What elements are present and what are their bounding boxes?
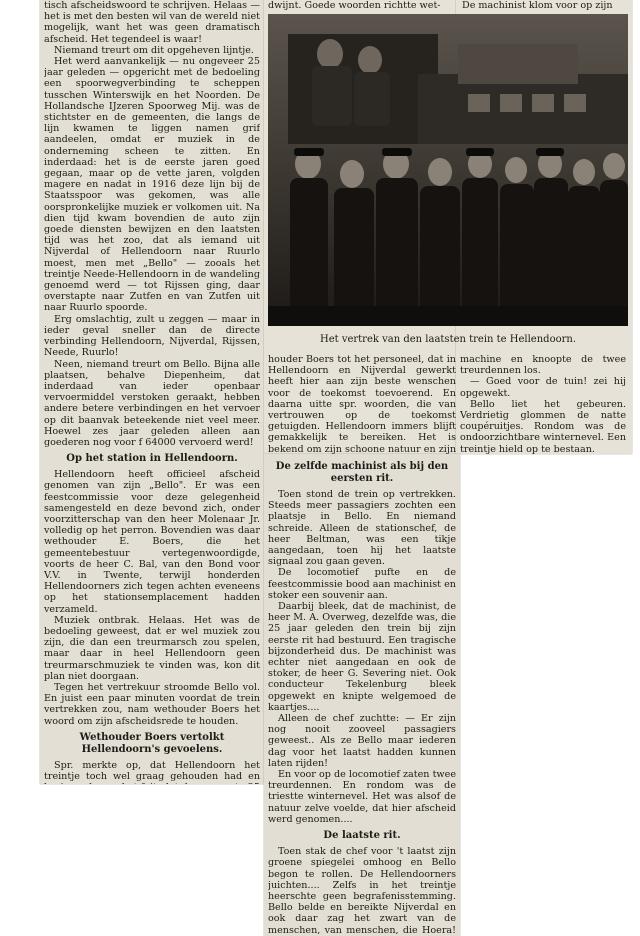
paragraph: houder Boers tot het personeel, dat in Hellendoorn en Nijverdal gewerkt heeft hier aan zijn beste wenschen voor de toekomst toevoerend. En daarna uitte spr. woorden, die van vertrouwen op de toekomst getuigden. Hellendoorn immers blijft gemakkelijk te bereiken. Het is bekend om zijn schoone natuur en zijn: [268, 354, 456, 454]
paragraph: Hellendoorn heeft officieel afscheid genomen van zijn „Bello". Er was een feestcommissie voor deze gelegenheid samengesteld en deze bevond zich, onder voorzitterschap van den heer Molenaar Jr. volledig op het perron. Bovendien was daar wethouder E. Boers, die het gemeentebestuur vertegenwoordigde, voorts de heer C. Bal, van den Bond voor V.V. in Twente, terwijl honderden Hellendoorners zich tegen achten eveneens op het stationsemplacement hadden verzameld.: [44, 469, 260, 615]
article-column-right: [460, 354, 626, 454]
photo-caption: Het vertrek van den laatsten trein te Hellendoorn.: [319, 334, 577, 345]
news-photo: [268, 14, 628, 326]
section-heading: Op het station in Hellendoorn.: [66, 453, 238, 465]
paragraph: — Goed voor de tuin! zei hij opgewekt.: [460, 376, 626, 399]
section-heading: De laatste rit.: [323, 830, 401, 842]
paragraph: Toen stak de chef voor 't laatst zijn groene spiegelei omhoog en Bello begon te rollen. De Hellendoorners juichten.... Zelfs in het treintje heerschte geen begrafenisstemming. Bello belde en bereikte Nijverdal en ook daar zag het zwart van de menschen, van menschen, die Hoera!: [268, 846, 456, 934]
column-right-top-line: [462, 0, 628, 12]
paragraph: Bello liet het gebeuren. Verdrietig glommen de natte coupéruitjes. Rondom was de ondoorzichtbare winternevel. Een treintje hield op te bestaan.: [460, 398, 626, 454]
paragraph: Daarbij bleek, dat de machinist, de heer M. A. Overweg, dezelfde was, die 25 jaar geleden den trein bij zijn eerste rit had bestuurd. Een tragische bijzonderheid dus. De machinist was echter niet aangedaan en ook de stoker, de heer G. Severing niet. Ook conducteur Tekelenburg bleek opgewekt en knipte welgemoed de kaartjes....: [268, 601, 456, 713]
paragraph: tisch afscheidswoord te schrijven. Helaas — het is met den besten wil van de wereld niet mogelijk, want het was geen dramatisch afscheid. Het tegendeel is waar!: [44, 0, 260, 45]
paragraph: Neen, niemand treurt om Bello. Bijna alle plaatsen, behalve Diepenheim, dat inderdaad van ieder openbaar vervoermiddel verstoken geraakt, hebben andere betere verbindingen en het vervoer op dit baanvak beteekende niet veel meer. Hoewel zes jaar geleden alleen aan goederen nog voor f 64000 vervoerd werd!: [44, 358, 260, 448]
paragraph: Muziek ontbrak. Helaas. Het was de bedoeling geweest, dat er wel muziek zou zijn, die dan een treurmarsch zou spelen, maar daar in heel Hellendoorn geen treurmarschmuziek te vinden was, kon dit plan niet doorgaan.: [44, 614, 260, 682]
column-middle-top-text: dwijnt. Goede woorden richtte wet-: [268, 0, 441, 11]
article-column-middle: [268, 354, 456, 454]
section-heading: Wethouder Boers vertolkt Hellendoorn's gevoelens.: [79, 731, 225, 755]
column-right-top-text: De machinist klom voor op zijn: [462, 0, 613, 11]
paragraph: Niemand treurt om dit opgeheven lijntje.: [54, 44, 254, 56]
paragraph: De locomotief pufte en de feestcommissie bood aan machinist en stoker een souvenir aan.: [268, 567, 456, 601]
paragraph: machine en knoopte de twee treurdennen los.: [460, 354, 626, 377]
article-column-bottom: [268, 456, 456, 934]
paragraph: Het werd aanvankelijk — nu ongeveer 25 jaar geleden — opgericht met de bedoeling een spoorwegverbinding te scheppen tusschen Winterswijk en het Noorden. De Hollandsche IJzeren Spoorweg Mij. was de stichtster en de gemeenten, die langs de lijn kwamen te liggen namen grif aandeelen, omdat er muziek in de onderneming scheen te zitten. En inderdaad: het is de eerste jaren goed gegaan, maar op de vette jaren, volgden magere en nadat in 1916 deze lijn bij de Staatsspoor was gekomen, was alle oorspronkelijke muziek er volkomen uit. Na dien tijd kwam bovendien de auto zijn goede diensten bewijzen en den laatsten tijd was het zoo, dat als iemand uit Nijverdal of Hellendoorn naar Ruurlo moest, men met „Bello" — zooals het treintje Neede-Hellendoorn in de wandeling genoemd werd — tot Rijssen ging, daar overstapte naar Zutfen en van Zutfen uit naar Ruurlo spoorde.: [44, 56, 260, 314]
paragraph: Toen stond de trein op vertrekken. Steeds meer passagiers zochten een plaatsje in Bello. En niemand schreide. Alleen de stationschef, de heer Beltman, was een tikje aangedaan, toen hij het laatste signaal zou gaan geven.: [268, 489, 456, 568]
paragraph: Spr. merkte op, dat Hellendoorn het treintje toch wel graag gehouden had en: [44, 759, 260, 782]
section-heading: De zelfde machinist als bij den eersten rit.: [275, 461, 449, 484]
paragraph: Tegen het vertrekuur stroomde Bello vol. En juist een paar minuten voordat de trein vertrekken zou, nam wethouder Boers het woord om zijn afscheidsrede te houden.: [44, 681, 260, 727]
article-column-left: [44, 0, 260, 784]
column-middle-top-line: [268, 0, 456, 12]
paragraph: En voor op de locomotief zaten twee treurdennen. En rondom was de triestte winternevel. Het was alsof de natuur zelve voelde, dat hier afscheid werd genomen....: [268, 769, 456, 825]
train-crowd-photo: [268, 14, 628, 326]
paragraph: Erg omslachtig, zult u zeggen — maar in ieder geval sneller dan de directe verbinding Hellendoorn, Nijverdal, Rijssen, Neede, Ruurlo!: [44, 313, 260, 359]
paragraph: Alleen de chef zuchtte: — Er zijn nog nooit zooveel passagiers geweest.. Als ze Bello maar iederen dag voor het laatst hadden kunnen laten rijden!: [268, 713, 456, 769]
